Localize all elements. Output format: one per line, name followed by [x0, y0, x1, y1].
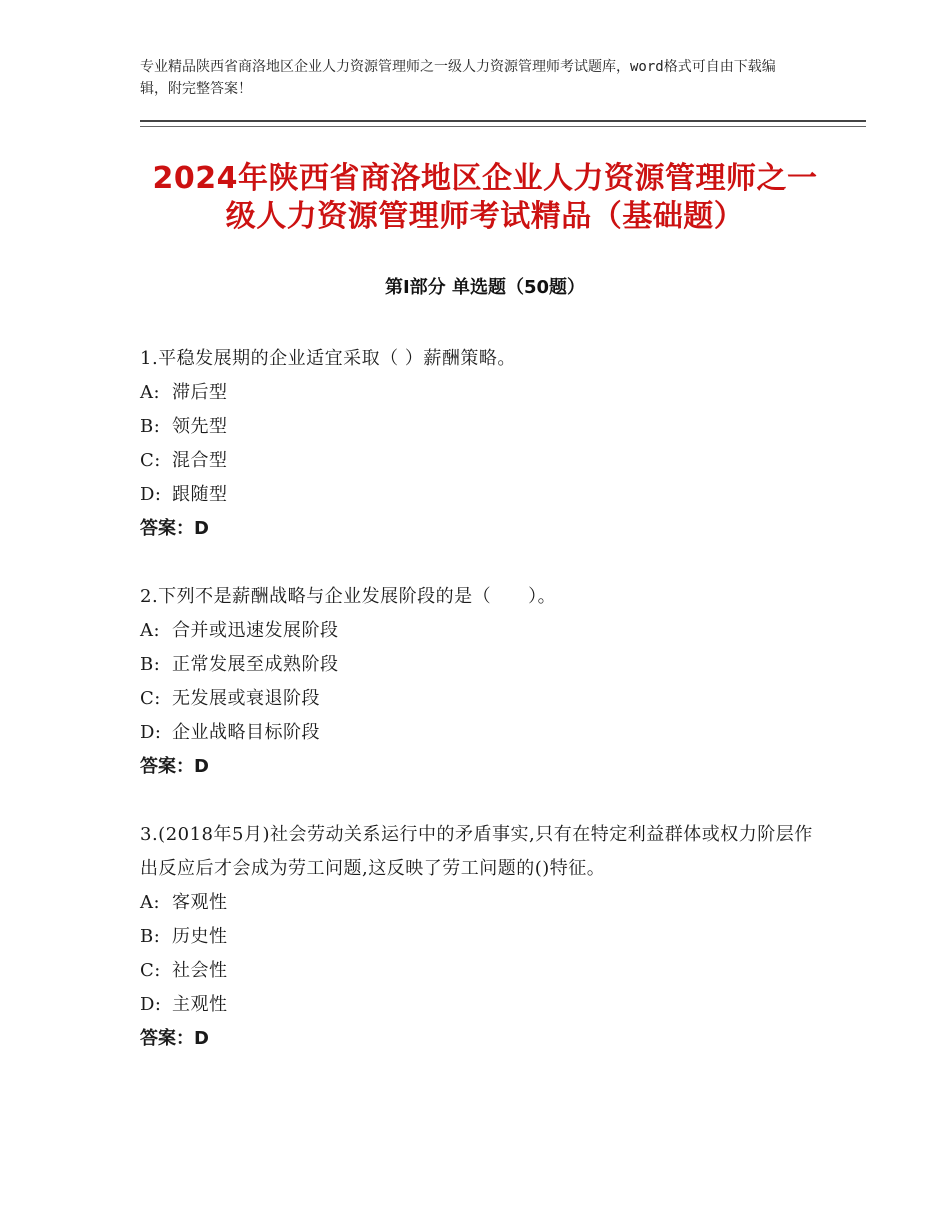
question-list [140, 342, 820, 1090]
option-text: 领先型 [172, 416, 228, 437]
question-2 [140, 580, 820, 784]
option-text: 无发展或衰退阶段 [172, 688, 320, 709]
header-rule-thick [140, 120, 866, 122]
option-a [140, 886, 820, 920]
option-c [140, 444, 820, 478]
option-key: A: [140, 620, 161, 641]
option-b [140, 410, 820, 444]
question-3 [140, 818, 820, 1056]
option-text: 滞后型 [172, 382, 228, 403]
answer: 答案：D [140, 756, 209, 777]
option-c [140, 682, 820, 716]
option-key: D: [140, 484, 162, 505]
option-text: 混合型 [172, 450, 228, 471]
option-a [140, 376, 820, 410]
question-stem: 3.(2018年5月)社会劳动关系运行中的矛盾事实,只有在特定利益群体或权力阶层作出反应后才会成为劳工问题,这反映了劳工问题的()特征。 [140, 824, 813, 879]
question-1 [140, 342, 820, 546]
option-a [140, 614, 820, 648]
option-key: D: [140, 722, 162, 743]
answer: 答案：D [140, 518, 209, 539]
option-key: C: [140, 450, 161, 471]
option-text: 跟随型 [172, 484, 228, 505]
option-b [140, 920, 820, 954]
header-rule-thin [140, 126, 866, 127]
section-heading: 第Ⅰ部分 单选题（50题） [384, 277, 585, 298]
option-text: 企业战略目标阶段 [172, 722, 320, 743]
option-key: B: [140, 416, 161, 437]
answer: 答案：D [140, 1028, 209, 1049]
option-text: 客观性 [172, 892, 228, 913]
option-d [140, 478, 820, 512]
option-c [140, 954, 820, 988]
option-text: 合并或迅速发展阶段 [172, 620, 339, 641]
option-text: 历史性 [172, 926, 228, 947]
option-key: C: [140, 688, 161, 709]
option-text: 正常发展至成熟阶段 [172, 654, 339, 675]
header-note: 专业精品陕西省商洛地区企业人力资源管理师之一级人力资源管理师考试题库，word格式可自由下载编辑，附完整答案！ [140, 59, 776, 97]
option-key: D: [140, 994, 162, 1015]
option-text: 社会性 [172, 960, 228, 981]
document-title: 2024年陕西省商洛地区企业人力资源管理师之一级人力资源管理师考试精品（基础题） [152, 161, 818, 234]
option-text: 主观性 [172, 994, 228, 1015]
option-d [140, 716, 820, 750]
option-key: A: [140, 382, 161, 403]
option-b [140, 648, 820, 682]
option-key: B: [140, 926, 161, 947]
option-d [140, 988, 820, 1022]
option-key: B: [140, 654, 161, 675]
option-key: C: [140, 960, 161, 981]
option-key: A: [140, 892, 161, 913]
question-stem: 2.下列不是薪酬战略与企业发展阶段的是（ ）。 [140, 586, 557, 607]
question-stem: 1.平稳发展期的企业适宜采取（ ）薪酬策略。 [140, 348, 516, 369]
